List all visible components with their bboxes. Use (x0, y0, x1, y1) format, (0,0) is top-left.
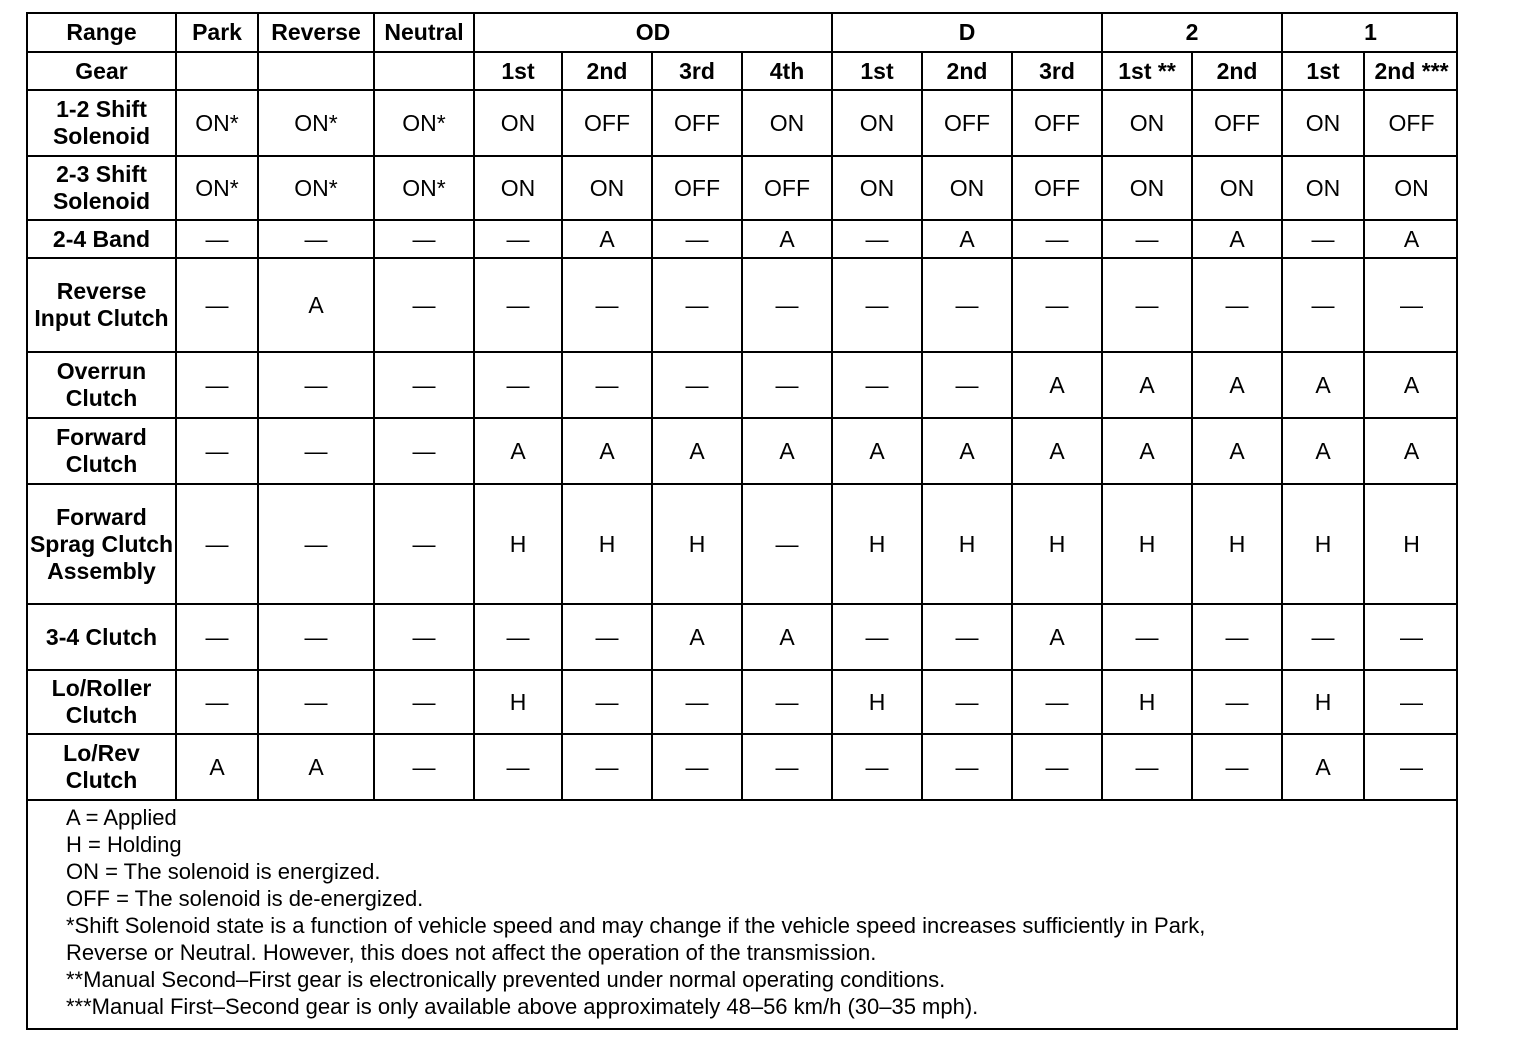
state-cell: — (374, 484, 474, 604)
state-cell: A (1192, 352, 1282, 418)
state-cell: A (1282, 734, 1364, 800)
state-cell: A (832, 418, 922, 484)
gear-header-cell: 2nd (1192, 52, 1282, 90)
state-cell: A (176, 734, 258, 800)
range-header-row (28, 14, 1458, 52)
state-cell: OFF (562, 90, 652, 156)
state-cell: — (176, 220, 258, 258)
state-cell: — (258, 220, 374, 258)
state-cell: H (1102, 484, 1192, 604)
state-cell: — (374, 352, 474, 418)
state-cell: — (1282, 604, 1364, 670)
component-label: Lo/Roller Clutch (28, 670, 176, 734)
state-cell: — (474, 352, 562, 418)
state-cell: — (742, 258, 832, 352)
state-cell: — (832, 734, 922, 800)
state-cell: — (652, 734, 742, 800)
state-cell: A (258, 734, 374, 800)
state-cell: H (922, 484, 1012, 604)
component-label: Overrun Clutch (28, 352, 176, 418)
state-cell: — (652, 258, 742, 352)
state-cell: A (742, 220, 832, 258)
state-cell: ON (832, 156, 922, 220)
state-cell: — (562, 670, 652, 734)
state-cell: OFF (1192, 90, 1282, 156)
state-cell: H (832, 484, 922, 604)
state-cell: — (258, 604, 374, 670)
state-cell: A (1012, 604, 1102, 670)
component-label: 2-4 Band (28, 220, 176, 258)
component-row (28, 734, 1458, 800)
state-cell: — (1192, 734, 1282, 800)
state-cell: ON* (258, 90, 374, 156)
state-cell: — (176, 418, 258, 484)
state-cell: A (742, 604, 832, 670)
range-neutral: Neutral (374, 14, 474, 52)
state-cell: OFF (652, 156, 742, 220)
state-cell: — (562, 604, 652, 670)
component-label: Forward Clutch (28, 418, 176, 484)
state-cell: H (1012, 484, 1102, 604)
state-cell: — (474, 220, 562, 258)
state-cell: H (474, 484, 562, 604)
state-cell: ON (1192, 156, 1282, 220)
state-cell: — (922, 670, 1012, 734)
state-cell: H (1102, 670, 1192, 734)
state-cell: OFF (922, 90, 1012, 156)
state-cell: — (1012, 220, 1102, 258)
state-cell: H (1282, 670, 1364, 734)
state-cell: — (474, 604, 562, 670)
note-line: *Shift Solenoid state is a function of vehicle speed and may change if the vehicle speed increases sufficiently in Park, (66, 913, 1206, 938)
state-cell: — (562, 734, 652, 800)
state-cell: H (652, 484, 742, 604)
state-cell: ON (474, 90, 562, 156)
component-row (28, 604, 1458, 670)
state-cell: ON* (374, 90, 474, 156)
component-label: Lo/Rev Clutch (28, 734, 176, 800)
gear-header-cell: 1st (474, 52, 562, 90)
state-cell: ON* (176, 156, 258, 220)
state-cell: A (922, 418, 1012, 484)
state-cell: — (742, 484, 832, 604)
range-d: D (832, 14, 1102, 52)
gear-header-row (28, 52, 1458, 90)
state-cell: — (374, 220, 474, 258)
component-row (28, 258, 1458, 352)
note-line: ON = The solenoid is energized. (66, 859, 381, 884)
state-cell: — (258, 484, 374, 604)
state-cell: A (652, 418, 742, 484)
state-cell: — (652, 352, 742, 418)
state-cell: — (742, 734, 832, 800)
state-cell: A (1364, 220, 1458, 258)
state-cell: ON* (374, 156, 474, 220)
state-cell: — (374, 418, 474, 484)
state-cell: — (922, 258, 1012, 352)
state-cell: A (258, 258, 374, 352)
state-cell: — (1012, 734, 1102, 800)
state-cell: — (562, 258, 652, 352)
state-cell: A (922, 220, 1012, 258)
component-row (28, 670, 1458, 734)
gear-header-cell (374, 52, 474, 90)
state-cell: — (922, 352, 1012, 418)
state-cell: — (176, 604, 258, 670)
component-row (28, 220, 1458, 258)
gear-header-cell: 2nd (922, 52, 1012, 90)
gear-header-cell: 1st ** (1102, 52, 1192, 90)
state-cell: — (374, 734, 474, 800)
state-cell: — (1102, 258, 1192, 352)
state-cell: — (832, 220, 922, 258)
component-label: Forward Sprag Clutch Assembly (28, 484, 176, 604)
note-line: H = Holding (66, 832, 182, 857)
state-cell: — (742, 670, 832, 734)
note-line: **Manual Second–First gear is electronically prevented under normal operating conditions. (66, 967, 946, 992)
state-cell: — (374, 670, 474, 734)
state-cell: — (922, 734, 1012, 800)
state-cell: A (1364, 352, 1458, 418)
state-cell: — (832, 352, 922, 418)
state-cell: A (1012, 418, 1102, 484)
state-cell: — (1364, 258, 1458, 352)
state-cell: H (1282, 484, 1364, 604)
state-cell: A (742, 418, 832, 484)
state-cell: — (1364, 604, 1458, 670)
state-cell: OFF (1012, 156, 1102, 220)
state-cell: — (176, 352, 258, 418)
state-cell: A (1012, 352, 1102, 418)
component-label: 2-3 Shift Solenoid (28, 156, 176, 220)
gear-header-cell: 1st (832, 52, 922, 90)
state-cell: A (562, 418, 652, 484)
state-cell: — (258, 352, 374, 418)
state-cell: — (176, 670, 258, 734)
range-1: 1 (1282, 14, 1458, 52)
state-cell: — (922, 604, 1012, 670)
state-cell: — (1192, 670, 1282, 734)
state-cell: A (1192, 220, 1282, 258)
range-od: OD (474, 14, 832, 52)
state-cell: — (474, 734, 562, 800)
state-cell: A (474, 418, 562, 484)
state-cell: ON (1364, 156, 1458, 220)
state-cell: OFF (1012, 90, 1102, 156)
state-cell: — (832, 258, 922, 352)
state-cell: OFF (1364, 90, 1458, 156)
state-cell: — (374, 258, 474, 352)
state-cell: — (374, 604, 474, 670)
state-cell: ON (1102, 90, 1192, 156)
gear-header-cell: 3rd (1012, 52, 1102, 90)
state-cell: — (1102, 220, 1192, 258)
state-cell: A (562, 220, 652, 258)
gear-header-cell: 1st (1282, 52, 1364, 90)
range-2: 2 (1102, 14, 1282, 52)
state-cell: — (652, 220, 742, 258)
state-cell: ON (1282, 156, 1364, 220)
component-label: Reverse Input Clutch (28, 258, 176, 352)
gear-header-cell: 2nd *** (1364, 52, 1458, 90)
state-cell: ON (832, 90, 922, 156)
state-cell: — (176, 258, 258, 352)
state-cell: ON (922, 156, 1012, 220)
state-cell: — (652, 670, 742, 734)
state-cell: A (652, 604, 742, 670)
gear-header-cell (176, 52, 258, 90)
state-cell: — (1364, 670, 1458, 734)
state-cell: — (832, 604, 922, 670)
component-row (28, 484, 1458, 604)
state-cell: — (1102, 734, 1192, 800)
note-line: Reverse or Neutral. However, this does not affect the operation of the transmission. (66, 940, 877, 965)
state-cell: ON (1102, 156, 1192, 220)
state-cell: ON* (176, 90, 258, 156)
gear-header-cell: 2nd (562, 52, 652, 90)
component-row (28, 156, 1458, 220)
state-cell: A (1102, 418, 1192, 484)
state-cell: H (1192, 484, 1282, 604)
state-cell: — (258, 670, 374, 734)
state-cell: A (1282, 352, 1364, 418)
state-cell: H (474, 670, 562, 734)
note-line: OFF = The solenoid is de-energized. (66, 886, 424, 911)
range-reverse: Reverse (258, 14, 374, 52)
state-cell: H (562, 484, 652, 604)
state-cell: — (1192, 258, 1282, 352)
state-cell: ON (562, 156, 652, 220)
component-row (28, 418, 1458, 484)
range-header-label: Range (28, 14, 176, 52)
state-cell: — (1282, 258, 1364, 352)
state-cell: A (1364, 418, 1458, 484)
shift-chart-table (28, 14, 1458, 801)
state-cell: — (1012, 258, 1102, 352)
note-line: A = Applied (66, 805, 177, 830)
state-cell: ON (474, 156, 562, 220)
state-cell: — (1192, 604, 1282, 670)
state-cell: OFF (742, 156, 832, 220)
state-cell: — (1012, 670, 1102, 734)
component-row (28, 90, 1458, 156)
state-cell: — (1364, 734, 1458, 800)
state-cell: — (1282, 220, 1364, 258)
component-label: 3-4 Clutch (28, 604, 176, 670)
state-cell: OFF (652, 90, 742, 156)
state-cell: — (1102, 604, 1192, 670)
state-cell: ON (742, 90, 832, 156)
gear-header-cell: 3rd (652, 52, 742, 90)
legend-notes (66, 804, 1446, 1020)
gear-header-cell: 4th (742, 52, 832, 90)
state-cell: ON (1282, 90, 1364, 156)
shift-chart-document (26, 12, 1458, 1030)
state-cell: — (474, 258, 562, 352)
note-line: ***Manual First–Second gear is only available above approximately 48–56 km/h (30–35 mph). (66, 994, 979, 1019)
state-cell: ON* (258, 156, 374, 220)
state-cell: A (1192, 418, 1282, 484)
gear-header-label: Gear (28, 52, 176, 90)
gear-header-cell (258, 52, 374, 90)
state-cell: — (258, 418, 374, 484)
component-label: 1-2 Shift Solenoid (28, 90, 176, 156)
component-row (28, 352, 1458, 418)
state-cell: — (742, 352, 832, 418)
state-cell: H (832, 670, 922, 734)
state-cell: — (176, 484, 258, 604)
state-cell: A (1102, 352, 1192, 418)
range-park: Park (176, 14, 258, 52)
state-cell: H (1364, 484, 1458, 604)
state-cell: — (562, 352, 652, 418)
state-cell: A (1282, 418, 1364, 484)
